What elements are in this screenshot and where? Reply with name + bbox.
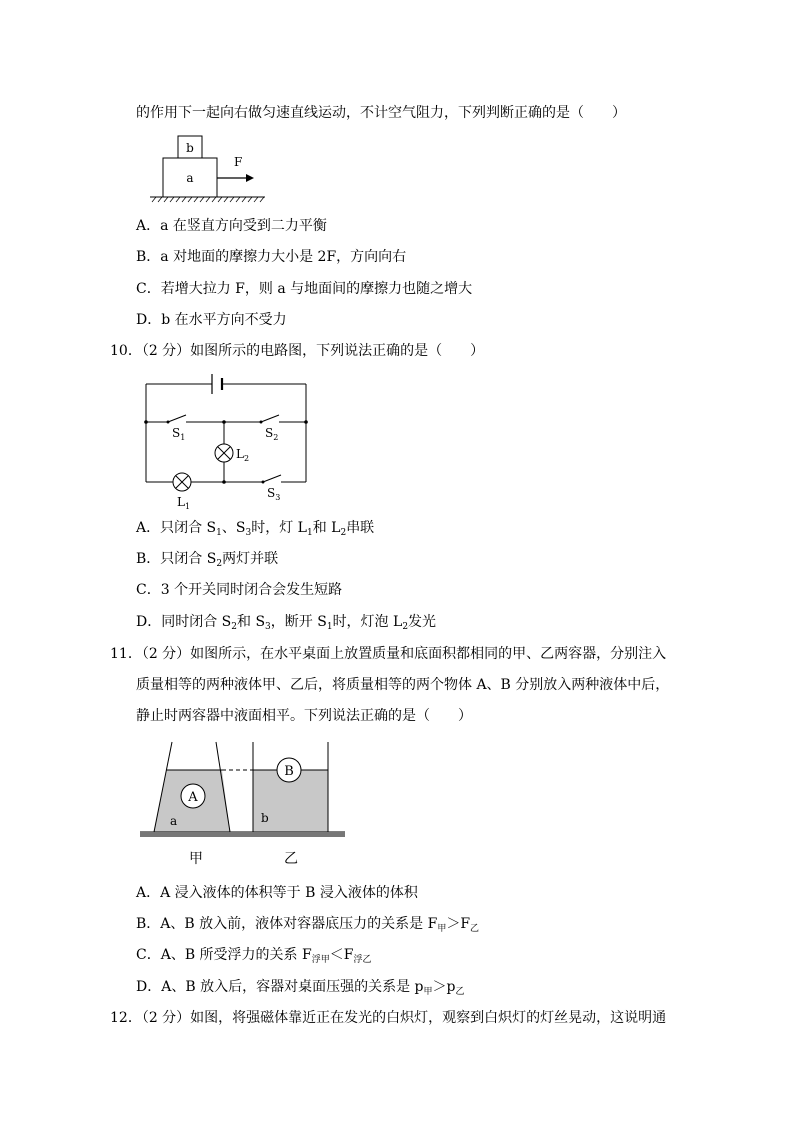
q10-option-c: C．3 个开关同时闭合会发生短路 (136, 582, 343, 598)
q10-s3-label: $S_3$ (267, 486, 281, 502)
q9-option-c: C．若增大拉力 F，则 a 与地面间的摩擦力也随之增大 (136, 281, 473, 297)
q9-block-b-label: b (186, 141, 194, 155)
q9-block-a-label: a (186, 171, 194, 185)
q9-force-label: F (234, 155, 243, 169)
q11-object-b-label: B (284, 764, 294, 779)
q10-option-b: B．只闭合 $S_2$两灯并联 (136, 551, 279, 569)
q11-option-a: A．A 浸入液体的体积等于 B 浸入液体的体积 (136, 885, 418, 901)
q11-stem-line-1: 11．（2 分）如图所示，在水平桌面上放置质量和底面积都相同的甲、乙两容器，分别注入 (110, 646, 667, 662)
q11-liquid-b-label: b (261, 811, 269, 825)
q11-label-jia: 甲 (189, 851, 203, 867)
q11-containers-figure (140, 738, 350, 868)
q11-option-b: B．A、B 放入前，液体对容器底压力的关系是 $F_甲>F_乙$ (136, 916, 480, 934)
q11-label-yi: 乙 (284, 851, 298, 867)
q10-option-d: D．同时闭合 $S_2$和 $S_3$，断开 $S_1$时，灯泡 $L_2$发光 (136, 614, 437, 632)
q11-stem-line-2: 质量相等的两种液体甲、乙后，将质量相等的两个物体 A、B 分别放入两种液体中后， (136, 677, 670, 693)
q10-l1-label: $L_1$ (177, 495, 191, 511)
q10-circuit-figure (138, 370, 318, 515)
q9-option-b: B．a 对地面的摩擦力大小是 2F，方向向右 (136, 249, 407, 265)
q10-s1-label: $S_1$ (172, 426, 186, 442)
q11-stem-line-3: 静止时两容器中液面相平。下列说法正确的是（ ） (136, 708, 472, 724)
q10-l2-label: $L_2$ (236, 447, 250, 463)
q10-option-a: A．只闭合 $S_1$、$S_3$时，灯 $L_1$和 $L_2$串联 (136, 520, 375, 538)
q11-option-d: D．A、B 放入后，容器对桌面压强的关系是 $p_甲>p_乙$ (136, 979, 465, 997)
q12-stem: 12．（2 分）如图，将强磁体靠近正在发光的白炽灯，观察到白炽灯的灯丝晃动，这说明通 (110, 1010, 667, 1026)
q11-object-a-label: A (188, 790, 198, 805)
q9-option-a: A．a 在竖直方向受到二力平衡 (136, 218, 327, 234)
q9-figure-blocks (150, 133, 275, 205)
q9-stem: 的作用下一起向右做匀速直线运动，不计空气阻力，下列判断正确的是（ ） (136, 105, 626, 121)
q10-s2-label: $S_2$ (265, 426, 279, 442)
q9-option-d: D．b 在水平方向不受力 (136, 312, 287, 328)
q10-stem: 10．（2 分）如图所示的电路图，下列说法正确的是（ ） (110, 343, 485, 359)
q11-liquid-a-label: a (170, 814, 178, 828)
q11-option-c: C．A、B 所受浮力的关系 $F_{浮甲}<F_{浮乙}$ (136, 947, 372, 965)
